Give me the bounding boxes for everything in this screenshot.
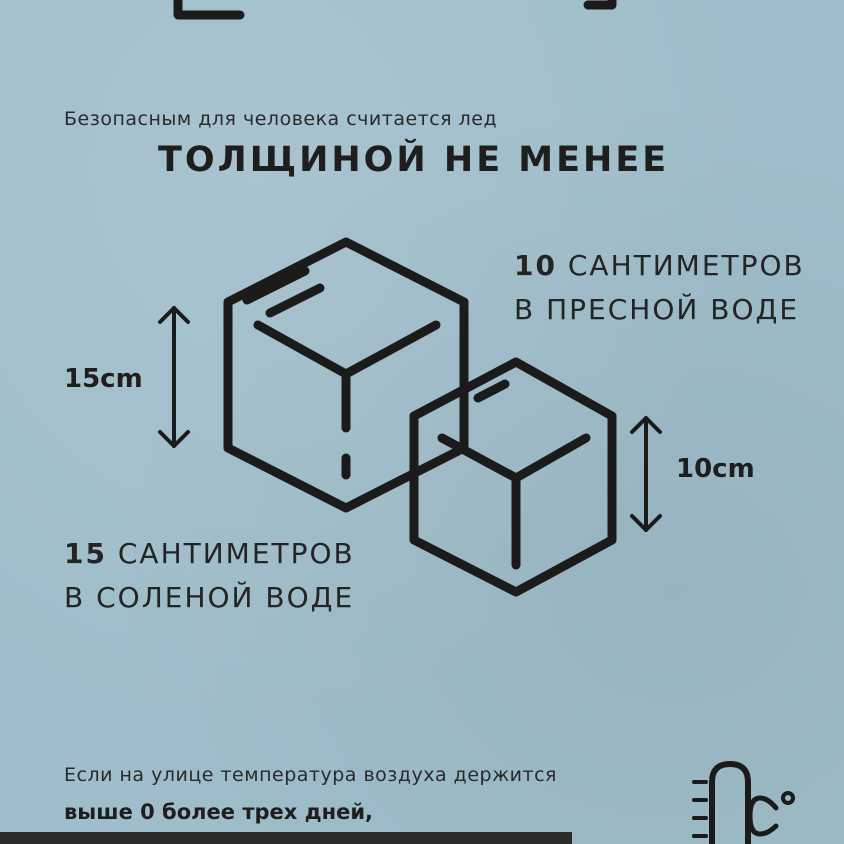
fresh-water-fact	[514, 244, 805, 332]
temperature-note-bold: выше 0 более трех дней,	[64, 800, 374, 824]
dimension-label-10cm: 10cm	[676, 454, 755, 484]
vertical-arrow-icon	[160, 308, 188, 446]
small-ice-cube-icon	[414, 362, 612, 592]
top-left-frame-icon	[178, 0, 240, 15]
salt-water-line1-rest: САНТИМЕТРОВ	[106, 537, 355, 570]
salt-water-number: 15	[64, 537, 107, 570]
big-ice-cube-icon	[228, 242, 464, 508]
salt-water-fact	[64, 532, 355, 620]
salt-water-line2: В СОЛЕНОЙ ВОДЕ	[64, 581, 355, 614]
salt-water-line1	[64, 532, 355, 576]
fresh-water-line1-rest: САНТИМЕТРОВ	[556, 249, 805, 282]
dimension-label-15cm: 15cm	[64, 364, 143, 394]
fresh-water-line2: В ПРЕСНОЙ ВОДЕ	[514, 293, 800, 326]
intro-text: Безопасным для человека считается лед	[64, 108, 498, 130]
headline: ТОЛЩИНОЙ НЕ МЕНЕЕ	[158, 140, 670, 180]
fresh-water-number: 10	[514, 249, 557, 282]
thermometer-celsius-icon	[694, 764, 793, 844]
temperature-note: Если на улице температура воздуха держится	[64, 764, 557, 786]
fresh-water-line1	[514, 244, 805, 288]
top-right-frame-icon	[588, 0, 612, 5]
vertical-arrow-icon	[632, 418, 660, 530]
bottom-dark-bar	[0, 832, 572, 844]
